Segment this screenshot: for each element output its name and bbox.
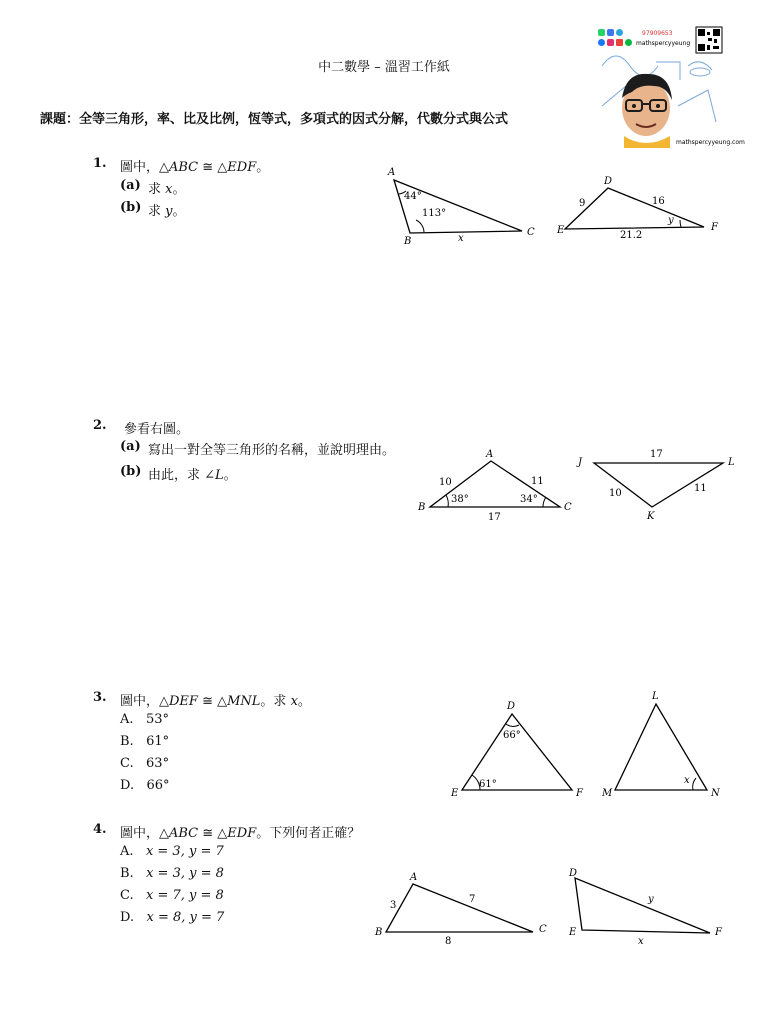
- telegram-icon: [616, 29, 623, 36]
- q1-b-text: 求 y。: [148, 204, 186, 219]
- q1-side-ef: 21.2: [620, 230, 643, 241]
- q2-number: 2.: [93, 418, 107, 433]
- q1-angle-y: y: [668, 215, 674, 226]
- q4-option-d[interactable]: D. x = 8, y = 7: [120, 910, 225, 925]
- q3-option-d[interactable]: D. 66°: [120, 778, 170, 793]
- q4-number: 4.: [93, 822, 107, 837]
- instagram-icon: [607, 39, 614, 46]
- email-icon: [616, 39, 623, 46]
- q2-vertex-j: J: [578, 457, 583, 468]
- q2-side-jl: 17: [650, 449, 663, 460]
- signal-icon: [607, 29, 614, 36]
- q3-angle-e: 61°: [479, 779, 497, 790]
- q2-side-ac: 11: [531, 476, 544, 487]
- whatsapp-icon: [598, 29, 605, 36]
- qr-code: [696, 27, 722, 53]
- worksheet-title: 中二數學 – 溫習工作紙: [318, 60, 450, 75]
- q4-vertex-d: D: [569, 868, 578, 879]
- q1-angle-b: 113°: [422, 208, 447, 219]
- q2-triangle-jkl: [576, 449, 735, 522]
- q4-vertex-e: E: [569, 927, 577, 938]
- q4-vertex-b: B: [375, 927, 383, 938]
- q2-vertex-b: B: [418, 502, 426, 513]
- q2-triangle-abc: [417, 449, 572, 523]
- q4-figure: [370, 862, 740, 952]
- q4-side-y: y: [648, 894, 654, 905]
- q4-side-x: x: [638, 936, 644, 947]
- q2-b-text: 由此，求 ∠L。: [148, 468, 237, 483]
- author-logo: [596, 26, 745, 148]
- q4-side-bc: 8: [445, 936, 452, 947]
- q2-vertex-a: A: [486, 449, 494, 460]
- q3-option-b[interactable]: B. 61°: [120, 734, 170, 749]
- q2-figure: [410, 444, 750, 534]
- q2-angle-b: 38°: [451, 494, 469, 505]
- topic-line: 課題：全等三角形，率、比及比例，恆等式，多項式的因式分解，代數分式與公式: [40, 112, 509, 127]
- q2-a-label: (a): [120, 439, 141, 454]
- q3-angle-x: x: [684, 775, 690, 786]
- q1-vertex-e: E: [557, 225, 565, 236]
- q3-number: 3.: [93, 690, 107, 705]
- q4-option-b[interactable]: B. x = 3, y = 8: [120, 866, 224, 881]
- q2-stem: 參看右圖。: [124, 422, 190, 437]
- q1-side-de: 9: [579, 198, 586, 209]
- q1-vertex-b: B: [404, 236, 412, 247]
- q4-vertex-f: F: [715, 927, 722, 938]
- contact-site: mathspercyyeung.com: [676, 139, 745, 146]
- q1-triangle-edf: [556, 176, 719, 241]
- q1-vertex-f: F: [711, 222, 718, 233]
- q1-side-x: x: [458, 233, 464, 244]
- q4-option-a[interactable]: A. x = 3, y = 7: [120, 844, 224, 859]
- facebook-icon: [598, 39, 605, 46]
- q4-side-ab: 3: [390, 900, 397, 911]
- q2-vertex-c: C: [564, 502, 572, 513]
- q3-triangle-mnl: [601, 691, 721, 799]
- q1-triangle-abc: [387, 167, 535, 247]
- q2-vertex-k: K: [647, 511, 655, 522]
- q2-side-bc: 17: [488, 512, 501, 523]
- q1-a-text: 求 x。: [148, 182, 186, 197]
- contact-handle: mathspercyyeung: [636, 40, 691, 47]
- q4-option-c[interactable]: C. x = 7, y = 8: [120, 888, 224, 903]
- q1-angle-a: 44°: [404, 191, 422, 202]
- q3-figure: [440, 686, 740, 806]
- q2-side-ab: 10: [439, 477, 452, 488]
- q2-a-text: 寫出一對全等三角形的名稱，並說明理由。: [148, 443, 396, 458]
- q2-side-kl: 11: [694, 483, 707, 494]
- wechat-icon: [625, 39, 632, 46]
- q3-triangle-def: [450, 701, 584, 799]
- q3-vertex-n: N: [711, 788, 720, 799]
- q4-stem: 圖中，△ABC ≅ △EDF。下列何者正確？: [120, 826, 361, 841]
- q1-b-label: (b): [120, 200, 142, 215]
- q3-angle-d: 66°: [503, 730, 521, 741]
- q4-triangle-edf: [568, 868, 723, 947]
- q1-vertex-c: C: [527, 227, 535, 238]
- q1-stem: 圖中，△ABC ≅ △EDF。: [120, 160, 270, 175]
- q3-vertex-e: E: [451, 788, 459, 799]
- q4-side-ac: 7: [469, 894, 476, 905]
- q3-stem: 圖中，△DEF ≅ △MNL。求 x。: [120, 694, 311, 709]
- q2-side-jk: 10: [609, 488, 622, 499]
- q3-option-c[interactable]: C. 63°: [120, 756, 170, 771]
- q2-angle-c: 34°: [520, 494, 538, 505]
- q1-a-label: (a): [120, 178, 141, 193]
- q1-side-df: 16: [652, 196, 665, 207]
- q4-vertex-c: C: [539, 924, 547, 935]
- q3-vertex-d: D: [507, 701, 516, 712]
- q4-triangle-abc: [374, 872, 547, 947]
- q1-vertex-d: D: [604, 176, 613, 187]
- q2-vertex-l: L: [728, 457, 735, 468]
- q4-vertex-a: A: [410, 872, 418, 883]
- q3-option-a[interactable]: A. 53°: [120, 712, 169, 727]
- q3-vertex-f: F: [576, 788, 583, 799]
- contact-phone: 97909653: [642, 30, 673, 37]
- q3-vertex-l: L: [652, 691, 659, 702]
- q2-b-label: (b): [120, 464, 142, 479]
- q3-vertex-m: M: [602, 788, 613, 799]
- q1-number: 1.: [93, 156, 107, 171]
- q1-vertex-a: A: [388, 167, 396, 178]
- avatar-graphic: [596, 26, 745, 148]
- q1-figure: [380, 160, 730, 250]
